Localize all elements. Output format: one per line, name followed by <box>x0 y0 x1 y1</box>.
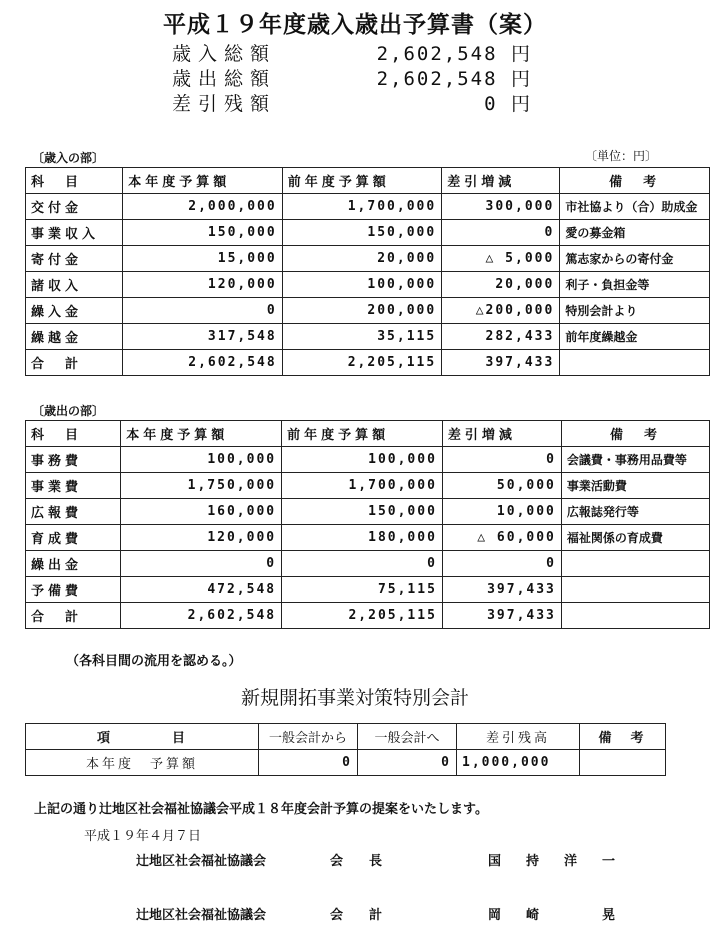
summary-amount: 2,602,548 円 <box>376 68 532 90</box>
header-note: 備 考 <box>560 168 710 194</box>
note-cell: 広報誌発行等 <box>561 499 709 525</box>
signature-org: 辻地区社会福祉協議会 <box>136 854 267 869</box>
diff-cell: 397,433 <box>442 577 561 603</box>
current-cell: 120,000 <box>123 272 282 298</box>
item-cell: 本年度 予算額 <box>26 750 259 776</box>
header-note: 備 考 <box>561 421 709 447</box>
table-total-row <box>26 350 710 376</box>
previous-cell: 150,000 <box>282 220 441 246</box>
header-previous: 前年度予算額 <box>282 168 441 194</box>
header-previous: 前年度予算額 <box>282 421 443 447</box>
current-cell: 317,548 <box>123 324 282 350</box>
note-cell: 事業活動費 <box>561 473 709 499</box>
note-cell: 篤志家からの寄付金 <box>560 246 710 272</box>
table-row <box>26 194 710 220</box>
item-cell: 予備費 <box>26 577 121 603</box>
diff-cell: 0 <box>442 220 560 246</box>
summary-amount: 2,602,548 円 <box>376 43 532 65</box>
header-item: 科 目 <box>26 168 123 194</box>
special-account-table <box>25 723 666 776</box>
diff-cell: 0 <box>442 551 561 577</box>
item-cell: 繰越金 <box>26 324 123 350</box>
table-row <box>26 525 710 551</box>
header-to-general: 一般会計へ <box>358 724 457 750</box>
table-row <box>26 750 666 776</box>
table-row <box>26 324 710 350</box>
header-current: 本年度予算額 <box>123 168 282 194</box>
table-row <box>26 577 710 603</box>
header-note: 備 考 <box>580 724 666 750</box>
table-row <box>26 272 710 298</box>
special-account-title: 新規開拓事業対策特別会計 <box>240 687 469 709</box>
note-cell <box>561 577 709 603</box>
diff-cell: 0 <box>442 447 561 473</box>
from-general-cell: 0 <box>259 750 358 776</box>
item-cell: 合 計 <box>26 603 121 629</box>
previous-cell: 200,000 <box>282 298 441 324</box>
header-item: 項 目 <box>26 724 259 750</box>
table-header-row <box>26 168 710 194</box>
previous-cell: 1,700,000 <box>282 473 443 499</box>
note-cell <box>560 350 710 376</box>
previous-cell: 0 <box>282 551 443 577</box>
current-cell: 120,000 <box>121 525 282 551</box>
diff-cell: 10,000 <box>442 499 561 525</box>
note-cell: 会議費・事務用品費等 <box>561 447 709 473</box>
diff-cell: 20,000 <box>442 272 560 298</box>
unit-label: 〔単位：円〕 <box>585 149 658 163</box>
signature-org: 辻地区社会福祉協議会 <box>136 908 267 923</box>
expense-section-label: 〔歳出の部〕 <box>32 404 105 418</box>
proposal-text: 上記の通り辻地区社会福祉協議会平成１８年度会計予算の提案をいたします。 <box>34 802 488 817</box>
current-cell: 2,602,548 <box>121 603 282 629</box>
previous-cell: 75,115 <box>282 577 443 603</box>
header-diff: 差引増減 <box>442 421 561 447</box>
item-cell: 繰出金 <box>26 551 121 577</box>
note-cell: 利子・負担金等 <box>560 272 710 298</box>
header-balance: 差引残高 <box>457 724 580 750</box>
current-cell: 0 <box>123 298 282 324</box>
previous-cell: 100,000 <box>282 272 441 298</box>
item-cell: 事務費 <box>26 447 121 473</box>
table-row <box>26 551 710 577</box>
current-cell: 2,602,548 <box>123 350 282 376</box>
diff-cell: 300,000 <box>442 194 560 220</box>
transfer-note: （各科目間の流用を認める。） <box>66 654 242 669</box>
page-title: 平成１９年度歳入歳出予算書（案） <box>163 11 547 38</box>
previous-cell: 20,000 <box>282 246 441 272</box>
note-cell <box>580 750 666 776</box>
revenue-table <box>25 167 710 376</box>
item-cell: 育成費 <box>26 525 121 551</box>
item-cell: 事業費 <box>26 473 121 499</box>
previous-cell: 150,000 <box>282 499 443 525</box>
table-header-row <box>26 724 666 750</box>
diff-cell: △ 60,000 <box>442 525 561 551</box>
table-header-row <box>26 421 710 447</box>
previous-cell: 35,115 <box>282 324 441 350</box>
table-row <box>26 473 710 499</box>
current-cell: 150,000 <box>123 220 282 246</box>
signature-name: 国 持 洋 一 <box>488 854 622 869</box>
note-cell: 愛の募金箱 <box>560 220 710 246</box>
note-cell: 福祉関係の育成費 <box>561 525 709 551</box>
item-cell: 諸収入 <box>26 272 123 298</box>
current-cell: 1,750,000 <box>121 473 282 499</box>
note-cell <box>561 603 709 629</box>
summary-label: 歳入総額 <box>172 43 277 65</box>
current-cell: 2,000,000 <box>123 194 282 220</box>
note-cell: 市社協より（合）助成金 <box>560 194 710 220</box>
item-cell: 寄付金 <box>26 246 123 272</box>
table-row <box>26 499 710 525</box>
signature-role: 会 長 <box>330 854 383 869</box>
table-row <box>26 220 710 246</box>
table-row <box>26 298 710 324</box>
item-cell: 広報費 <box>26 499 121 525</box>
diff-cell: 397,433 <box>442 603 561 629</box>
diff-cell: 282,433 <box>442 324 560 350</box>
current-cell: 0 <box>121 551 282 577</box>
table-row <box>26 447 710 473</box>
diff-cell: △ 5,000 <box>442 246 560 272</box>
header-current: 本年度予算額 <box>121 421 282 447</box>
revenue-section-label: 〔歳入の部〕 <box>32 151 105 165</box>
signature-name: 岡 崎 晃 <box>488 908 622 923</box>
header-item: 科 目 <box>26 421 121 447</box>
header-diff: 差引増減 <box>442 168 560 194</box>
item-cell: 繰入金 <box>26 298 123 324</box>
signature-role: 会 計 <box>330 908 383 923</box>
header-from-general: 一般会計から <box>259 724 358 750</box>
previous-cell: 2,205,115 <box>282 603 443 629</box>
diff-cell: △200,000 <box>442 298 560 324</box>
summary-label: 歳出総額 <box>172 68 277 90</box>
note-cell <box>561 551 709 577</box>
diff-cell: 397,433 <box>442 350 560 376</box>
summary-label: 差引残額 <box>172 93 277 115</box>
balance-cell: 1,000,000 <box>457 750 580 776</box>
item-cell: 合 計 <box>26 350 123 376</box>
previous-cell: 1,700,000 <box>282 194 441 220</box>
current-cell: 160,000 <box>121 499 282 525</box>
previous-cell: 100,000 <box>282 447 443 473</box>
proposal-date: 平成１９年４月７日 <box>84 829 202 844</box>
current-cell: 100,000 <box>121 447 282 473</box>
previous-cell: 180,000 <box>282 525 443 551</box>
item-cell: 交付金 <box>26 194 123 220</box>
expense-table <box>25 420 710 629</box>
previous-cell: 2,205,115 <box>282 350 441 376</box>
to-general-cell: 0 <box>358 750 457 776</box>
current-cell: 472,548 <box>121 577 282 603</box>
table-row <box>26 246 710 272</box>
diff-cell: 50,000 <box>442 473 561 499</box>
note-cell: 特別会計より <box>560 298 710 324</box>
current-cell: 15,000 <box>123 246 282 272</box>
table-total-row <box>26 603 710 629</box>
note-cell: 前年度繰越金 <box>560 324 710 350</box>
item-cell: 事業収入 <box>26 220 123 246</box>
summary-amount: 0 円 <box>484 93 532 115</box>
